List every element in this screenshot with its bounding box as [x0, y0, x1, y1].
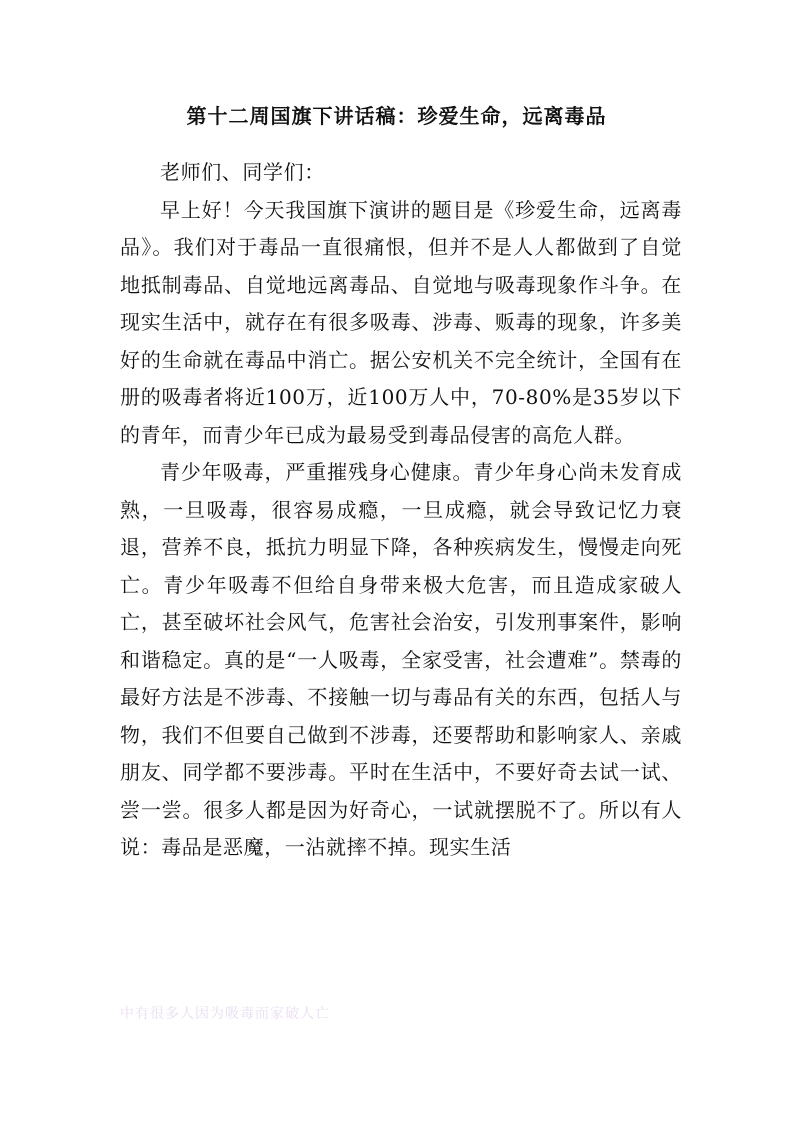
salutation-paragraph: 老师们、同学们：	[160, 160, 325, 184]
paragraph-intro: 早上好！今天我国旗下演讲的题目是《珍爱生命，远离毒品》。我们对于毒品一直很痛恨，但并不是人人都做到了自觉地抵制毒品、自觉地远离毒品、自觉地与吸毒现象作斗争。在现实生活中，就存在有很多吸毒、涉毒、贩毒的现象，许多美好的生命就在毒品中消亡。据公安机关不完全统计，全国有在册的吸毒者将近100万，近100万人中，70-80%是35岁以下的青年，而青少年已成为最易受到毒品侵害的高危人群。	[120, 197, 682, 447]
page-title: 第十二周国旗下讲话稿：珍爱生命，远离毒品	[186, 104, 607, 128]
paragraph-harm: 青少年吸毒，严重摧残身心健康。青少年身心尚未发育成熟，一旦吸毒，很容易成瘾，一旦成瘾，就会导致记忆力衰退，营养不良，抵抗力明显下降，各种疾病发生，慢慢走向死亡。青少年吸毒不但给自身带来极大危害，而且造成家破人亡，甚至破坏社会风气，危害社会治安，引发刑事案件，影响和谐稳定。真的是“一人吸毒，全家受害，社会遭难”。禁毒的最好方法是不涉毒、不接触一切与毒品有关的东西，包括人与物，我们不但要自己做到不涉毒，还要帮助和影响家人、亲戚朋友、同学都不要涉毒。平时在生活中，不要好奇去试一试、尝一尝。很多人都是因为好奇心，一试就摆脱不了。所以有人说：毒品是恶魔，一沾就摔不掉。现实生活	[120, 460, 682, 859]
faded-continuation-line: 中有很多人因为吸毒而家破人亡	[120, 1006, 330, 1022]
body-text	[120, 154, 682, 867]
